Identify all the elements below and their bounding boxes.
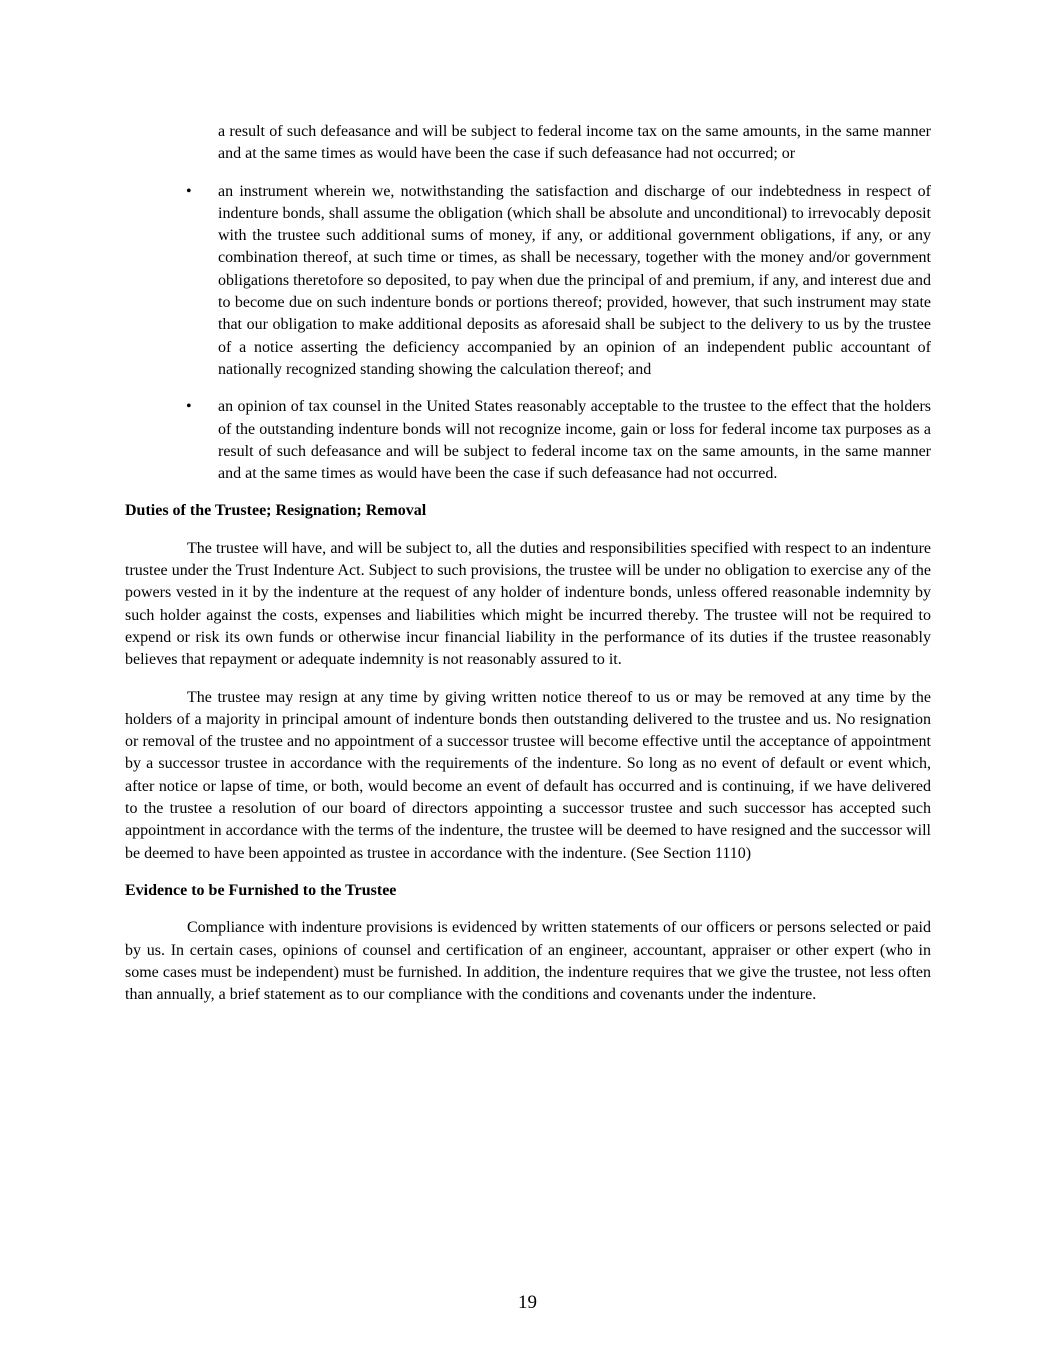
- page-number: 19: [518, 1292, 537, 1313]
- paragraph: The trustee will have, and will be subject to, all the duties and responsibilities specified with respect to an indenture trustee under the Trust Indenture Act. Subject to such provisions, the trustee will be under no obligation to exercise any of the powers vested in it by the indenture at the request of any holder of indenture bonds, unless offered reasonable indemnity by such holder against the costs, expenses and liabilities which might be incurred thereby. The trustee will not be required to expend or risk its own funds or otherwise incur financial liability in the performance of its duties if the trustee reasonably believes that repayment or adequate indemnity is not reasonably assured to it.: [125, 539, 931, 669]
- section-heading-duties: Duties of the Trustee; Resignation; Removal: [125, 502, 427, 520]
- paragraph: Compliance with indenture provisions is evidenced by written statements of our officers or persons selected or paid by us. In certain cases, opinions of counsel and certification of an engineer, accountant, appraiser or other expert (who in some cases must be independent) must be furnished. In addition, the indenture requires that we give the trustee, not less often than annually, a brief statement as to our compliance with the conditions and covenants under the indenture.: [125, 919, 931, 1004]
- bullet-text: an opinion of tax counsel in the United States reasonably acceptable to the trustee to the effect that the holders of the outstanding indenture bonds will not recognize income, gain or loss for federal income tax purposes as a result of such defeasance and will be subject to federal income tax on the same amounts, in the same manner and at the same times as would have been the case if such defeasance had not occurred.: [218, 398, 931, 483]
- bullet-icon: •: [186, 398, 192, 416]
- bullet-icon: •: [186, 182, 192, 200]
- page-body: [125, 121, 931, 1006]
- bullet-text: an instrument wherein we, notwithstanding the satisfaction and discharge of our indebtedness in respect of indenture bonds, shall assume the obligation (which shall be absolute and unconditional) to irrevocably deposit with the trustee such additional sums of money, if any, or additional government obligations, if any, or any combination thereof, at such time or times, as shall be necessary, together with the money and/or government obligations theretofore so deposited, to pay when due the principal of and premium, if any, and interest due and to become due on such indenture bonds or portions thereof; provided, however, that such instrument may state that our obligation to make additional deposits as aforesaid shall be subject to the delivery to us by the trustee of a notice asserting the deficiency accompanied by an opinion of an independent public accountant of nationally recognized standing showing the calculation thereof; and: [218, 182, 931, 378]
- continuation-text: a result of such defeasance and will be subject to federal income tax on the same amounts, in the same manner and at the same times as would have been the case if such defeasance had not occurred; or: [218, 123, 931, 163]
- bullet-item: [186, 181, 931, 382]
- paragraph: The trustee may resign at any time by giving written notice thereof to us or may be removed at any time by the holders of a majority in principal amount of indenture bonds then outstanding delivered to the trustee and us. No resignation or removal of the trustee and no appointment of a successor trustee will become effective until the acceptance of appointment by a successor trustee in accordance with the requirements of the indenture. So long as no event of default or event which, after notice or lapse of time, or both, would become an event of default has occurred and is continuing, if we have delivered to the trustee a resolution of our board of directors appointing a successor trustee and such successor has accepted such appointment in accordance with the terms of the indenture, the trustee will be deemed to have resigned and the successor will be deemed to have been appointed as trustee in accordance with the indenture. (See Section 1110): [125, 688, 931, 862]
- section-heading-evidence: Evidence to be Furnished to the Trustee: [125, 881, 397, 899]
- bullet-item: [186, 396, 931, 485]
